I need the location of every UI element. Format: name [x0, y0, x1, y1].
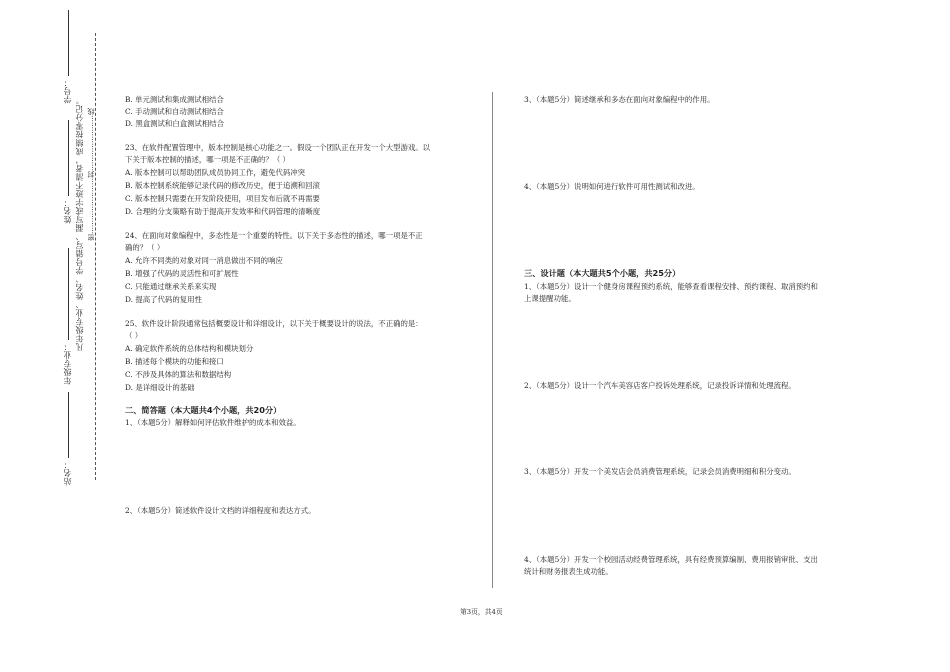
name-blank[interactable]	[68, 120, 69, 196]
q24-option-c: C. 只能通过继承关系来实现	[125, 282, 217, 291]
school-label: 站名：	[63, 460, 72, 486]
q25-stem-line2: （ ）	[125, 331, 143, 340]
q24-option-d: D. 提高了代码的复用性	[125, 295, 202, 304]
grade-major-blank[interactable]	[68, 248, 69, 340]
q25-option-d: D. 是详细设计的基础	[125, 383, 195, 392]
seal-dotted-line	[95, 33, 96, 480]
section2-title: 二、简答题（本大题共4个小题，共20分）	[125, 405, 282, 415]
q25-stem-line1: 25、软件设计阶段通常包括概要设计和详细设计，以下关于概要设计的说法，不正确的是：	[125, 319, 423, 328]
page-number: 第3页，共4页	[460, 608, 503, 616]
grade-major-label: 年级专业：	[63, 342, 72, 385]
seal-line-marks: 密……………………封……………………线	[87, 108, 95, 241]
section3-question-4-line1: 4、（本题5分）开发一个校园活动经费管理系统，具有经费预算编制、费用报销审批、支出	[524, 555, 818, 564]
name-label: 姓名：	[63, 198, 72, 224]
q23-option-b: B. 版本控制系统能够记录代码的修改历史，便于追溯和回滚	[125, 181, 320, 190]
section3-question-1-line1: 1、（本题5分）设计一个健身房课程预约系统，能够查看课程安排、预约课程、取消预约和	[524, 282, 818, 291]
section3-question-1-line2: 上课提醒功能。	[524, 294, 576, 303]
student-id-label: 学号：	[63, 78, 72, 104]
q22-option-d: D. 黑盒测试和白盒测试相结合	[125, 119, 225, 128]
q23-stem-line2: 下关于版本控制的描述，哪一项是不正确的？（ ）	[125, 155, 290, 164]
q22-option-b: B. 单元测试和集成测试相结合	[125, 95, 224, 104]
q25-option-b: B. 描述每个模块的功能和接口	[125, 357, 224, 366]
section2-question-1: 1、（本题5分）解释如何评估软件维护的成本和效益。	[125, 418, 301, 427]
q23-stem-line1: 23、在软件配置管理中，版本控制是核心功能之一。假设一个团队正在开发一个大型游戏。以	[125, 143, 431, 152]
q23-option-c: C. 版本控制只需要在开发阶段使用，项目发布后就不再需要	[125, 194, 320, 203]
section3-title: 三、设计题（本大题共5个小题，共25分）	[524, 268, 681, 278]
q22-option-c: C. 手动测试和自动测试相结合	[125, 107, 224, 116]
q25-option-c: C. 不涉及具体的算法和数据结构	[125, 370, 232, 379]
q23-option-a: A. 版本控制可以帮助团队成员协同工作，避免代码冲突	[125, 168, 306, 177]
q24-stem-line2: 确的？（ ）	[125, 243, 165, 252]
section2-question-3: 3、（本题5分）简述继承和多态在面向对象编程中的作用。	[524, 95, 715, 104]
section3-question-3: 3、（本题5分）开发一个美发店会员消费管理系统，记录会员消费明细和积分变动。	[524, 467, 796, 476]
school-blank[interactable]	[68, 392, 69, 458]
q24-option-a: A. 允许不同类的对象对同一消息做出不同的响应	[125, 256, 283, 265]
q24-stem-line1: 24、在面向对象编程中，多态性是一个重要的特性。以下关于多态性的描述，哪一项是不正	[125, 231, 423, 240]
section2-question-4: 4、（本题5分）说明如何进行软件可用性测试和改进。	[524, 182, 700, 191]
column-divider	[492, 92, 493, 588]
q23-option-d: D. 合理的分支策略有助于提高开发效率和代码管理的清晰度	[125, 207, 321, 216]
section3-question-4-line2: 统计和财务报表生成功能。	[524, 567, 613, 576]
binding-notice: 凡年级专业、姓名、学号错写、漏写或字迹不清者，成绩按零分记。	[75, 96, 84, 351]
student-id-blank[interactable]	[68, 10, 69, 76]
section2-question-2: 2、（本题5分）简述软件设计文档的详细程度和表达方式。	[125, 506, 316, 515]
q25-option-a: A. 确定软件系统的总体结构和模块划分	[125, 344, 254, 353]
section3-question-2: 2、（本题5分）设计一个汽车美容店客户投诉处理系统，记录投诉详情和处理流程。	[524, 381, 796, 390]
q24-option-b: B. 增强了代码的灵活性和可扩展性	[125, 269, 239, 278]
